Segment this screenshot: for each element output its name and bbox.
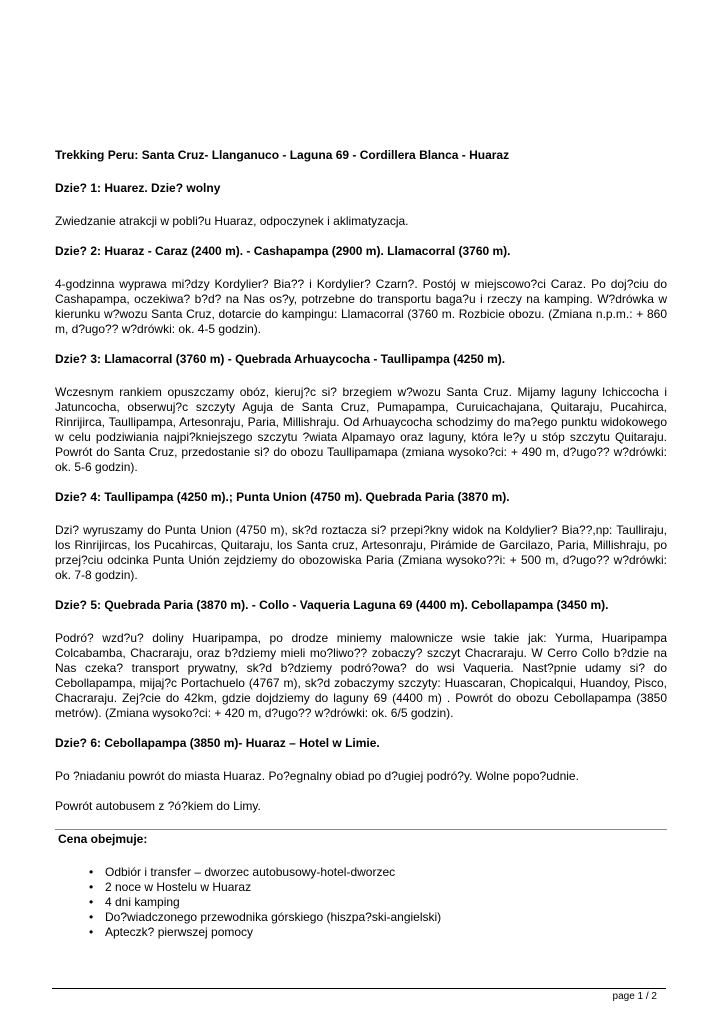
day-4-heading: Dzie? 4: Taullipampa (4250 m).; Punta Union (4750 m). Quebrada Paria (3870 m). (55, 490, 510, 504)
price-item (89, 895, 667, 910)
price-item-text: Do?wiadczonego przewodnika górskiego (hiszpa?ski-angielski) (105, 910, 442, 924)
footer-divider (52, 988, 666, 989)
page-number: page 1 / 2 (612, 991, 657, 1002)
day-6-heading: Dzie? 6: Cebollapampa (3850 m)- Huaraz – Hotel w Limie. (55, 736, 380, 750)
day-3-section (55, 352, 667, 475)
day-1-paragraph: Zwiedzanie atrakcji w pobli?u Huaraz, odpoczynek i aklimatyzacja. (55, 214, 409, 228)
document-content (55, 148, 667, 940)
day-1-section (55, 181, 667, 229)
day-2-paragraph: 4-godzinna wyprawa mi?dzy Kordylier? Bia?? i Kordylier? Czarn?. Postój w miejscowo?ci Caraz. Po doj?ciu do Cashapampa, oczekiwa? b?d? na Nas os?y, potrzebne do transportu baga?u i rzeczy na kamping. W?drówka w kierunku w?wozu Santa Cruz, dotarcie do kampingu: Llamacorral (3760 m. Rozbicie obozu. (Zmiana n.p.m.: + 860 m, d?ugo?? w?drówki: ok. 4-5 godzin). (55, 277, 667, 336)
day-2-section (55, 244, 667, 337)
price-item (89, 865, 667, 880)
day-2-heading: Dzie? 2: Huaraz - Caraz (2400 m). - Cashapampa (2900 m). Llamacorral (3760 m). (55, 244, 511, 258)
price-item-text: 2 noce w Hostelu w Huaraz (105, 880, 252, 894)
price-item-text: 4 dni kamping (105, 895, 180, 909)
day-5-paragraph: Podró? wzd?u? doliny Huaripampa, po drodze miniemy malownicze wsie takie jak: Yurma, Huaripampa Colcabamba, Chacraraju, oraz b?dziemy mieli mo?liwo?? zobaczy? szczyt Chacraraju. W Cerro Collo b?dzie na Nas czeka? transport prywatny, sk?d b?dziemy podró?owa? do wsi Vaqueria. Nast?pnie udamy si? do Cebollapampa, mijaj?c Portachuelo (4767 m), sk?d zobaczymy szczyty: Huascaran, Chopicalqui, Huandoy, Pisco, Chacraraju. Zej?cie do 42km, gdzie dojdziemy do laguny 69 (4400 m) . Powrót do obozu Cebollapampa (3850 metrów). (Zmiana wysoko?ci: + 420 m, d?ugo?? w?drówki: ok. 6/5 godzin). (55, 631, 667, 720)
day-3-paragraph: Wczesnym rankiem opuszczamy obóz, kieruj?c si? brzegiem w?wozu Santa Cruz. Mijamy laguny Ichiccocha i Jatuncocha, obserwuj?c szczyty Aguja de Santa Cruz, Pumapampa, Curuicachajana, Quitaraju, Pucahirca, Rinrijirca, Taullipampa, Artesonraju, Paria, Millishraju. Od Arhuaycocha schodzimy do ma?ego punktu widokowego w celu podziwiania najpi?kniejszego szczytu ?wiata Alpamayo oraz laguny, która le?y u stóp szczytu Quitaraju. Powrót do Santa Cruz, przedostanie si? do obozu Taullipamapa (zmiana wysoko?ci: + 490 m, d?ugo?? w?drówki: ok. 5-6 godzin). (55, 385, 667, 474)
price-item (89, 925, 667, 940)
bullet-icon: • (89, 880, 94, 894)
price-heading: Cena obejmuje: (58, 832, 148, 846)
section-divider (55, 829, 667, 830)
price-item (89, 880, 667, 895)
day-6-paragraph-1: Po ?niadaniu powrót do miasta Huaraz. Po?egnalny obiad po d?ugiej podró?y. Wolne popo?udnie. (55, 769, 579, 783)
bullet-icon: • (89, 865, 94, 879)
price-item-text: Odbiór i transfer – dworzec autobusowy-hotel-dworzec (105, 865, 396, 879)
price-section (55, 832, 667, 940)
day-1-heading: Dzie? 1: Huarez. Dzie? wolny (55, 181, 221, 195)
day-3-heading: Dzie? 3: Llamacorral (3760 m) - Quebrada Arhuaycocha - Taullipampa (4250 m). (55, 352, 506, 366)
day-6-section (55, 736, 667, 814)
day-6-paragraph-2: Powrót autobusem z ?ó?kiem do Limy. (55, 799, 261, 813)
day-5-section (55, 598, 667, 721)
price-item (89, 910, 667, 925)
bullet-icon: • (89, 910, 94, 924)
bullet-icon: • (89, 895, 94, 909)
bullet-icon: • (89, 925, 94, 939)
price-list (55, 865, 667, 940)
price-item-text: Apteczk? pierwszej pomocy (105, 925, 254, 939)
day-5-heading: Dzie? 5: Quebrada Paria (3870 m). - Collo - Vaqueria Laguna 69 (4400 m). Cebollapampa (3450 m). (55, 598, 609, 612)
day-4-section (55, 490, 667, 583)
document-title: Trekking Peru: Santa Cruz- Llanganuco - Laguna 69 - Cordillera Blanca - Huaraz (55, 148, 510, 162)
day-4-paragraph: Dzi? wyruszamy do Punta Union (4750 m), sk?d roztacza si? przepi?kny widok na Koldylier? Bia??,np: Taulliraju, los Rinrijircas, los Pucahircas, Quitaraju, los Santa cruz, Artesonraju, Pirámide de Garcilazo, Paria, Millishraju, po przej?ciu odcinka Punta Unión zejdziemy do obozowiska Paria (Zmiana wysoko??i: + 500 m, d?ugo?? w?drówki: ok. 7-8 godzin). (55, 523, 667, 582)
